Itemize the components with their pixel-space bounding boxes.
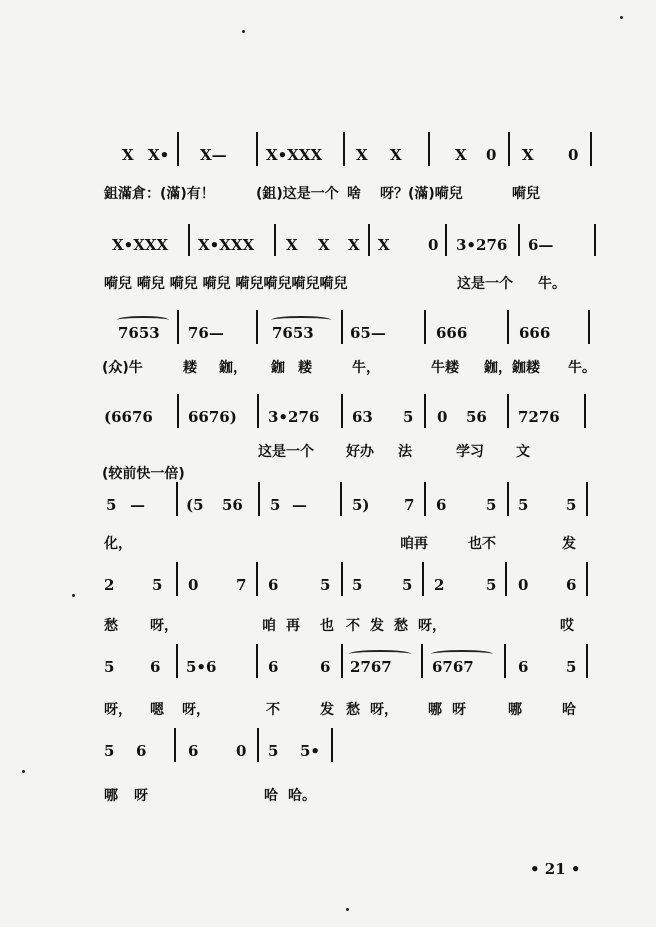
lyric: 法 [398,444,412,460]
lyric: 哪 [428,702,442,718]
note: 5 [320,576,331,594]
lyric: 牛。 [538,276,566,292]
barline [256,562,258,596]
lyric: 哈 [562,702,576,718]
note: 3•276 [456,236,508,254]
lyric: 不 [346,618,360,634]
barline [274,224,276,256]
lyrics-row-1 [0,182,656,206]
barline [256,132,258,166]
note: 0 [437,408,448,426]
speck [346,908,349,911]
note: X•XXX [112,236,169,254]
note: 6767 [432,658,474,676]
speck [72,594,75,597]
lyric: 化， [104,536,132,552]
note: 6676) [188,408,237,426]
note: 65— [350,324,386,342]
lyric: 牛耧 [431,360,459,376]
note: 6 [320,658,331,676]
lyric: 呀， [370,702,398,718]
note: 666 [436,324,468,342]
barline [505,562,507,596]
lyric: 咱再 [400,536,428,552]
lyric: 牛， [352,360,380,376]
note: X— [200,146,227,164]
note: 2 [434,576,445,594]
barline [177,310,179,344]
lyric: 学习 [456,444,484,460]
lyrics-row-8 [0,784,656,808]
note: 5 [486,496,497,514]
note: 2 [104,576,115,594]
note: — [292,496,307,514]
barline [424,482,426,516]
note: 7 [404,496,415,514]
barline [256,310,258,344]
note: 5 [402,576,413,594]
barline [590,132,592,166]
lyric: 哪 [508,702,522,718]
barline [594,224,596,256]
note: 56 [222,496,243,514]
note: 0 [518,576,529,594]
barline [424,394,426,428]
note: 6 [150,658,161,676]
lyric: 耧 [298,360,312,376]
lyric: 文 [516,444,530,460]
note: X [455,146,467,164]
lyric: 发 [320,702,334,718]
lyric: 哪 [104,788,118,804]
note: 5•6 [186,658,217,676]
barline [586,644,588,678]
lyrics-row-5 [0,532,656,556]
barline [341,644,343,678]
lyric: 鉫 [271,360,285,376]
barline [586,562,588,596]
lyric: 呀， [182,702,210,718]
barline [368,224,370,256]
note: 5 [486,576,497,594]
note: 0 [236,742,247,760]
notation-row-5 [0,490,656,520]
lyric: (鉏)这是一个 [256,186,339,202]
note: X [122,146,134,164]
note: 5 [518,496,529,514]
lyric: 呀 [134,788,148,804]
lyric: 呀 [452,702,466,718]
barline [507,310,509,344]
lyric: 鉫， [219,360,247,376]
barline [177,394,179,428]
lyric: 哈 [264,788,278,804]
lyric: 这是一个 [258,444,314,460]
lyric: 这是一个 [457,276,513,292]
note: 5 [566,496,577,514]
lyric: 鉏滿倉：(滿)有！ [104,186,215,202]
lyric: 呀， [150,618,178,634]
lyric: 愁 [104,618,118,634]
lyric: 也不 [468,536,496,552]
note: 0 [428,236,439,254]
barline [343,132,345,166]
barline [518,224,520,256]
note: 7276 [518,408,560,426]
lyric: 牛。 [568,360,596,376]
barline [176,562,178,596]
note: 5 [566,658,577,676]
lyric: 鉫，鉫耧 [484,360,540,376]
note: 5 [352,576,363,594]
barline [331,728,333,762]
note: 0 [486,146,497,164]
note: 6 [436,496,447,514]
speck [22,770,25,773]
barline [341,310,343,344]
lyric: 发 [370,618,384,634]
note: (6676 [104,408,153,426]
note: 666 [519,324,551,342]
barline [340,482,342,516]
lyrics-row-2 [0,272,656,296]
note: 7653 [272,324,314,342]
note: X [286,236,298,254]
lyric: 不 [266,702,280,718]
note: — [130,496,145,514]
note: 7 [236,576,247,594]
barline [341,394,343,428]
lyric: 哎 [560,618,574,634]
note: X [390,146,402,164]
barline [422,562,424,596]
barline [421,644,423,678]
note: X• [148,146,170,164]
note: 6 [136,742,147,760]
lyric: 也 [320,618,334,634]
note: 6 [268,576,279,594]
lyric: 嗯 [150,702,164,718]
notation-row-2 [0,230,656,260]
barline [177,132,179,166]
note: 0 [568,146,579,164]
note: 5) [352,496,370,514]
notation-row-7 [0,652,656,682]
lyric: 呀， [418,618,446,634]
barline [256,644,258,678]
lyric: 再 [286,618,300,634]
lyric: 愁 [394,618,408,634]
barline [504,644,506,678]
note: 5 [403,408,414,426]
lyrics-row-4 [0,444,656,482]
barline [445,224,447,256]
barline [176,644,178,678]
barline [584,394,586,428]
lyrics-row-6 [0,614,656,638]
note: X•XXX [198,236,255,254]
barline [588,310,590,344]
note: X [378,236,390,254]
notation-row-8 [0,736,656,766]
note: 0 [188,576,199,594]
lyrics-row-7 [0,698,656,722]
lyrics-row-3 [0,356,656,380]
lyric: 哈。 [288,788,316,804]
note: X [348,236,360,254]
lyric: 呀？(滿)嗬兒 [380,186,463,202]
barline [257,394,259,428]
note: (5 [186,496,204,514]
notation-row-4 [0,402,656,432]
barline [176,482,178,516]
barline [424,310,426,344]
barline [428,132,430,166]
note: 6 [566,576,577,594]
speck [620,16,623,19]
note: X•XXX [266,146,323,164]
note: X [318,236,330,254]
note: 5 [268,742,279,760]
note: 7653 [118,324,160,342]
note: 2767 [350,658,392,676]
note: 5• [300,742,321,760]
note: 63 [352,408,373,426]
notation-row-6 [0,570,656,600]
note: 6— [528,236,554,254]
note: 3•276 [268,408,320,426]
lyric: 嗬兒 嗬兒 嗬兒 嗬兒 嗬兒嗬兒嗬兒嗬兒 [104,276,348,292]
lyric: 嗬兒 [512,186,540,202]
speck [242,30,245,33]
note: 5 [106,496,117,514]
barline [258,482,260,516]
page-number: • 21 • [530,860,581,878]
lyric: 啥 [347,186,361,202]
note: 56 [466,408,487,426]
note: 5 [152,576,163,594]
barline [507,394,509,428]
note: 6 [518,658,529,676]
note: 6 [268,658,279,676]
notation-row-3 [0,318,656,348]
lyric: 耧 [183,360,197,376]
tempo-marking: (较前快一倍) [102,466,185,482]
note: X [522,146,534,164]
barline [507,482,509,516]
barline [188,224,190,256]
barline [341,562,343,596]
barline [257,728,259,762]
barline [586,482,588,516]
lyric: 发 [562,536,576,552]
lyric: 愁 [346,702,360,718]
lyric: (众)牛 [102,360,143,376]
lyric: 呀， [104,702,132,718]
note: 76— [188,324,224,342]
note: 5 [104,742,115,760]
note: 6 [188,742,199,760]
lyric: 咱 [262,618,276,634]
notation-row-1 [0,140,656,170]
barline [174,728,176,762]
barline [508,132,510,166]
note: X [356,146,368,164]
lyric: 好办 [346,444,374,460]
note: 5 [270,496,281,514]
note: 5 [104,658,115,676]
